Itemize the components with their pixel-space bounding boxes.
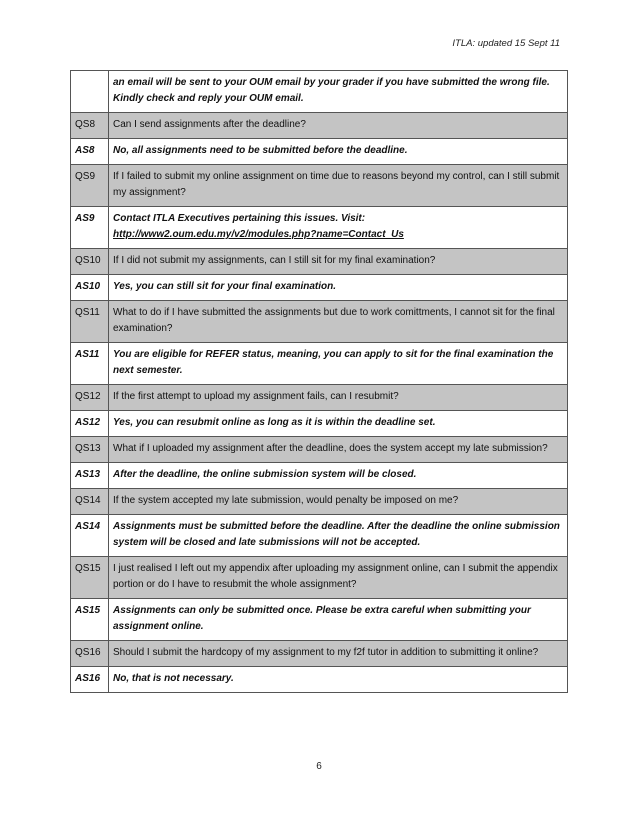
table-row-continuation (71, 71, 568, 113)
answer-id: AS13 (71, 463, 109, 489)
answer-row (71, 411, 568, 437)
answer-row (71, 667, 568, 693)
answer-cell (109, 207, 568, 249)
answer-id: AS12 (71, 411, 109, 437)
answer-id: AS16 (71, 667, 109, 693)
question-text: If the system accepted my late submission, would penalty be imposed on me? (109, 489, 568, 515)
question-id: QS10 (71, 249, 109, 275)
answer-row (71, 139, 568, 165)
answer-text: Assignments can only be submitted once. Please be extra careful when submitting your assignment online. (109, 599, 568, 641)
answer-text: No, all assignments need to be submitted before the deadline. (109, 139, 568, 165)
question-text: If I did not submit my assignments, can I still sit for my final examination? (109, 249, 568, 275)
question-row (71, 165, 568, 207)
question-row (71, 113, 568, 139)
answer-text: Yes, you can resubmit online as long as it is within the deadline set. (109, 411, 568, 437)
answer-id: AS10 (71, 275, 109, 301)
answer-row (71, 207, 568, 249)
question-row (71, 301, 568, 343)
question-id: QS14 (71, 489, 109, 515)
question-text: What if I uploaded my assignment after the deadline, does the system accept my late submission? (109, 437, 568, 463)
question-id: QS13 (71, 437, 109, 463)
question-id: QS15 (71, 557, 109, 599)
question-text: I just realised I left out my appendix after uploading my assignment online, can I submit the appendix portion or do I have to resubmit the whole assignment? (109, 557, 568, 599)
answer-id: AS9 (71, 207, 109, 249)
question-text: If I failed to submit my online assignment on time due to reasons beyond my control, can I still submit my assignment? (109, 165, 568, 207)
question-text: If the first attempt to upload my assignment fails, can I resubmit? (109, 385, 568, 411)
question-id: QS12 (71, 385, 109, 411)
question-id: QS8 (71, 113, 109, 139)
faq-table (70, 70, 568, 693)
question-row (71, 385, 568, 411)
answer-text: Yes, you can still sit for your final examination. (109, 275, 568, 301)
answer-text: After the deadline, the online submission system will be closed. (109, 463, 568, 489)
answer-id: AS8 (71, 139, 109, 165)
answer-text: Assignments must be submitted before the deadline. After the deadline the online submission system will be closed and late submissions will not be accepted. (109, 515, 568, 557)
contact-us-link[interactable]: http://www2.oum.edu.my/v2/modules.php?name=Contact_Us (113, 229, 404, 240)
answer-row (71, 599, 568, 641)
continuation-text: an email will be sent to your OUM email by your grader if you have submitted the wrong file. Kindly check and reply your OUM email. (109, 71, 568, 113)
answer-row (71, 463, 568, 489)
question-text: Can I send assignments after the deadline? (109, 113, 568, 139)
answer-row (71, 275, 568, 301)
question-id: QS11 (71, 301, 109, 343)
answer-id: AS11 (71, 343, 109, 385)
question-id: QS16 (71, 641, 109, 667)
question-row (71, 249, 568, 275)
page-header: ITLA: updated 15 Sept 11 (452, 38, 560, 49)
question-row (71, 557, 568, 599)
answer-row (71, 343, 568, 385)
question-row (71, 437, 568, 463)
question-text: Should I submit the hardcopy of my assignment to my f2f tutor in addition to submitting it online? (109, 641, 568, 667)
id-cell (71, 71, 109, 113)
answer-row (71, 515, 568, 557)
answer-id: AS14 (71, 515, 109, 557)
question-id: QS9 (71, 165, 109, 207)
answer-text: You are eligible for REFER status, meaning, you can apply to sit for the final examination the next semester. (109, 343, 568, 385)
page-number: 6 (316, 761, 322, 772)
question-row (71, 489, 568, 515)
answer-id: AS15 (71, 599, 109, 641)
question-text: What to do if I have submitted the assignments but due to work comittments, I cannot sit for the final examination? (109, 301, 568, 343)
answer-text: Contact ITLA Executives pertaining this issues. Visit: (113, 213, 366, 224)
answer-text: No, that is not necessary. (109, 667, 568, 693)
question-row (71, 641, 568, 667)
